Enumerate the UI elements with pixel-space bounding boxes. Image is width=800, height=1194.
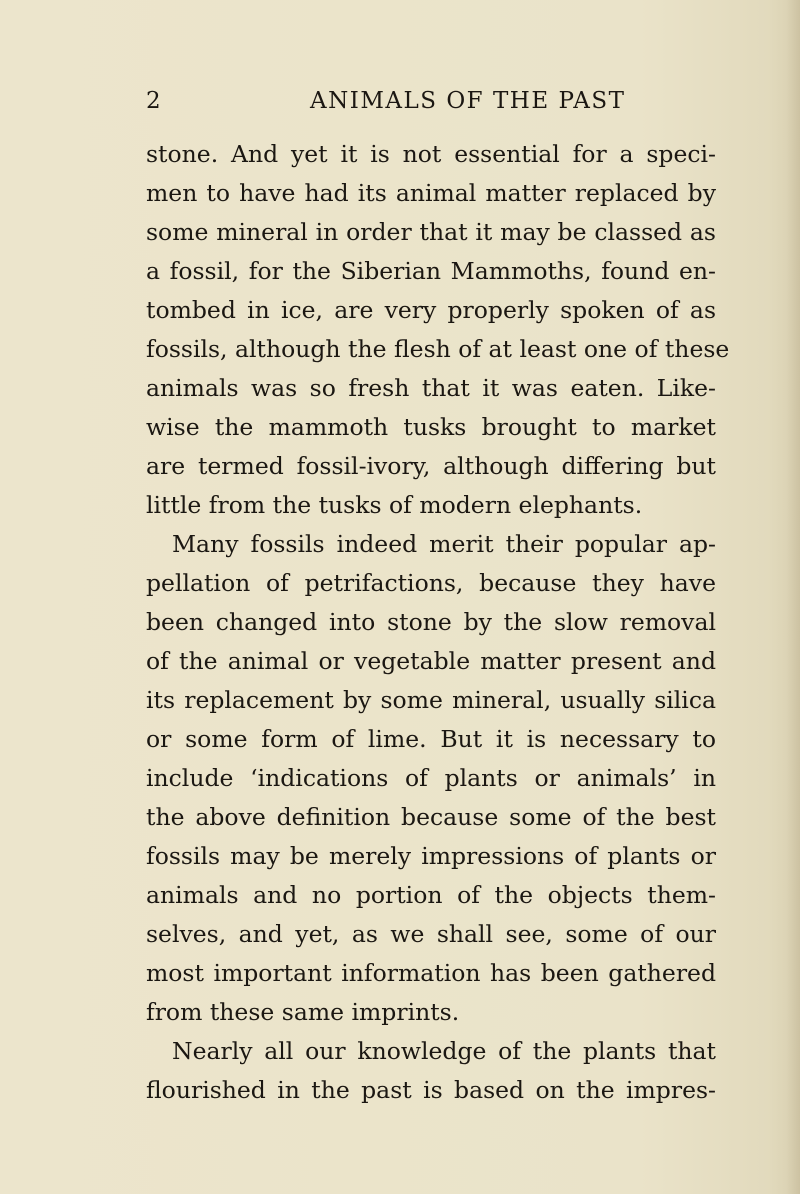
- body-text: [146, 135, 730, 1110]
- text-line: men to have had its animal matter replaced by: [146, 179, 716, 207]
- text-line: little from the tusks of modern elephants.: [146, 491, 643, 519]
- text-line: animals was so fresh that it was eaten. Like-: [146, 374, 716, 402]
- page-edge-shadow: [786, 0, 800, 1194]
- text-line: a fossil, for the Siberian Mammoths, found en-: [146, 257, 716, 285]
- text-line: been changed into stone by the slow removal: [146, 608, 716, 636]
- text-line: are termed fossil-ivory, although differing but: [146, 452, 716, 480]
- text-line: most important information has been gathered: [146, 959, 716, 987]
- text-line: wise the mammoth tusks brought to market: [146, 413, 716, 441]
- text-line: tombed in ice, are very properly spoken of as: [146, 296, 716, 324]
- text-line: or some form of lime. But it is necessary to: [146, 725, 716, 753]
- running-head-title: ANIMALS OF THE PAST: [310, 88, 626, 114]
- text-line: of the animal or vegetable matter present and: [146, 647, 716, 675]
- text-line: Nearly all our knowledge of the plants that: [172, 1037, 716, 1065]
- text-line: include ‘indications of plants or animals’ in: [146, 764, 716, 792]
- text-line: selves, and yet, as we shall see, some of our: [146, 920, 716, 948]
- text-line: fossils may be merely impressions of plants or: [146, 842, 716, 870]
- text-line: animals and no portion of the objects them-: [146, 881, 716, 909]
- running-head: [146, 88, 666, 122]
- text-line: fossils, although the flesh of at least one of these: [146, 335, 730, 363]
- text-line: from these same imprints.: [146, 998, 460, 1026]
- text-line: some mineral in order that it may be classed as: [146, 218, 716, 246]
- text-line: Many fossils indeed merit their popular ap-: [172, 530, 716, 558]
- text-line: stone. And yet it is not essential for a speci-: [146, 140, 716, 168]
- page-number: 2: [146, 88, 162, 114]
- text-line: the above definition because some of the best: [146, 803, 716, 831]
- text-line: flourished in the past is based on the impres-: [146, 1076, 716, 1104]
- text-line: pellation of petrifactions, because they have: [146, 569, 716, 597]
- text-line: its replacement by some mineral, usually silica: [146, 686, 716, 714]
